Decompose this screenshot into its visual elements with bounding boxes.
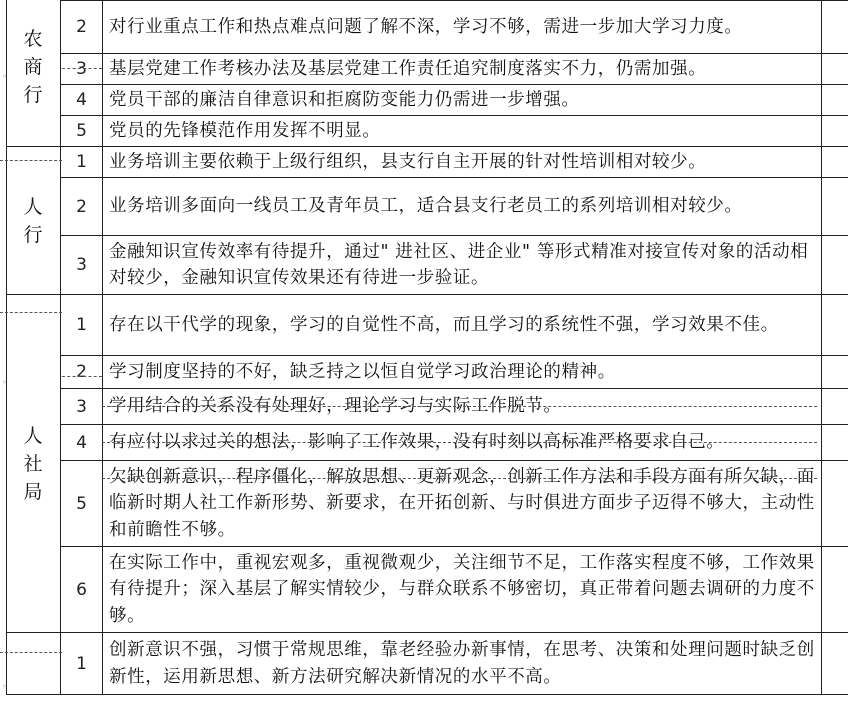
row-text: 创新意识不强，习惯于常规思维，靠老经验办新事情，在思考、决策和处理问题时缺乏创新性，运用新思想、新方法研究解决新情况的水平不高。 [103, 633, 822, 695]
editing-mark: ◦ [2, 682, 7, 691]
table-row [7, 178, 848, 236]
row-text: 党员干部的廉洁自律意识和拒腐防变能力仍需进一步增强。 [103, 85, 822, 116]
org-cell: 农商行 [7, 0, 61, 147]
table-row [7, 547, 848, 633]
table-row [7, 1, 848, 54]
row-number: 5 [61, 461, 103, 547]
row-text: 学习制度坚持的不好，缺乏持之以恒自觉学习政治理论的精神。 [103, 356, 822, 389]
row-text: 基层党建工作考核办法及基层党建工作责任追究制度落实不力，仍需加强。 [103, 54, 822, 85]
table-row [7, 633, 848, 695]
row-number: 1 [61, 295, 103, 356]
issues-table [6, 0, 848, 695]
row-text: 金融知识宣传效率有待提升，通过" 进社区、进企业" 等形式精准对接宣传对象的活动相对较少，金融知识宣传效果还有待进一步验证。 [103, 236, 822, 295]
row-text: 对行业重点工作和热点难点问题了解不深，学习不够，需进一步加大学习力度。 [103, 1, 822, 54]
table-row [7, 147, 848, 178]
org-cell: 人社局 [7, 295, 61, 633]
table-row [7, 295, 848, 356]
row-number: 6 [61, 547, 103, 633]
dashed-guide-line [102, 442, 817, 443]
table-row [7, 116, 848, 147]
org-cell [7, 633, 61, 695]
row-text: 业务培训主要依赖于上级行组织，县支行自主开展的针对性培训相对较少。 [103, 147, 822, 178]
dashed-guide-line [102, 406, 817, 407]
row-number: 4 [61, 85, 103, 116]
dashed-guide-line [0, 652, 62, 653]
table-row [7, 236, 848, 295]
editing-mark: ◦ [2, 378, 7, 387]
row-text: 有应付以求过关的想法，影响了工作效果，没有时刻以高标准严格要求自己。 [103, 425, 822, 461]
row-number: 2 [61, 1, 103, 54]
dashed-guide-line [102, 478, 817, 479]
row-text: 在实际工作中，重视宏观多，重视微观少，关注细节不足，工作落实程度不够，工作效果有待提升；深入基层了解实情较少，与群众联系不够密切，真正带着问题去调研的力度不够。 [103, 547, 822, 633]
dashed-guide-line [62, 376, 102, 377]
table-row [7, 54, 848, 85]
row-number: 4 [61, 425, 103, 461]
row-number: 1 [61, 633, 103, 695]
row-text: 欠缺创新意识，程序僵化，解放思想、更新观念，创新工作方法和手段方面有所欠缺，面临新时期人社工作新形势、新要求，在开拓创新、与时俱进方面步子迈得不够大，主动性和前瞻性不够。 [103, 461, 822, 547]
row-text: 学用结合的关系没有处理好，理论学习与实际工作脱节。 [103, 389, 822, 425]
table-row [7, 461, 848, 547]
row-number: 3 [61, 389, 103, 425]
row-text: 党员的先锋模范作用发挥不明显。 [103, 116, 822, 147]
row-text: 业务培训多面向一线员工及青年员工，适合县支行老员工的系列培训相对较少。 [103, 178, 822, 236]
table-row [7, 356, 848, 389]
row-number: 3 [61, 236, 103, 295]
row-number: 3 [61, 54, 103, 85]
row-number: 5 [61, 116, 103, 147]
row-number: 2 [61, 356, 103, 389]
row-number: 2 [61, 178, 103, 236]
dashed-guide-line [0, 312, 62, 313]
dashed-guide-line [62, 68, 102, 69]
dashed-guide-line [0, 160, 62, 161]
editing-mark: ◦ [2, 72, 7, 81]
row-number: 1 [61, 147, 103, 178]
org-cell: 人行 [7, 147, 61, 295]
row-text: 存在以干代学的现象，学习的自觉性不高，而且学习的系统性不强，学习效果不佳。 [103, 295, 822, 356]
table-row [7, 85, 848, 116]
